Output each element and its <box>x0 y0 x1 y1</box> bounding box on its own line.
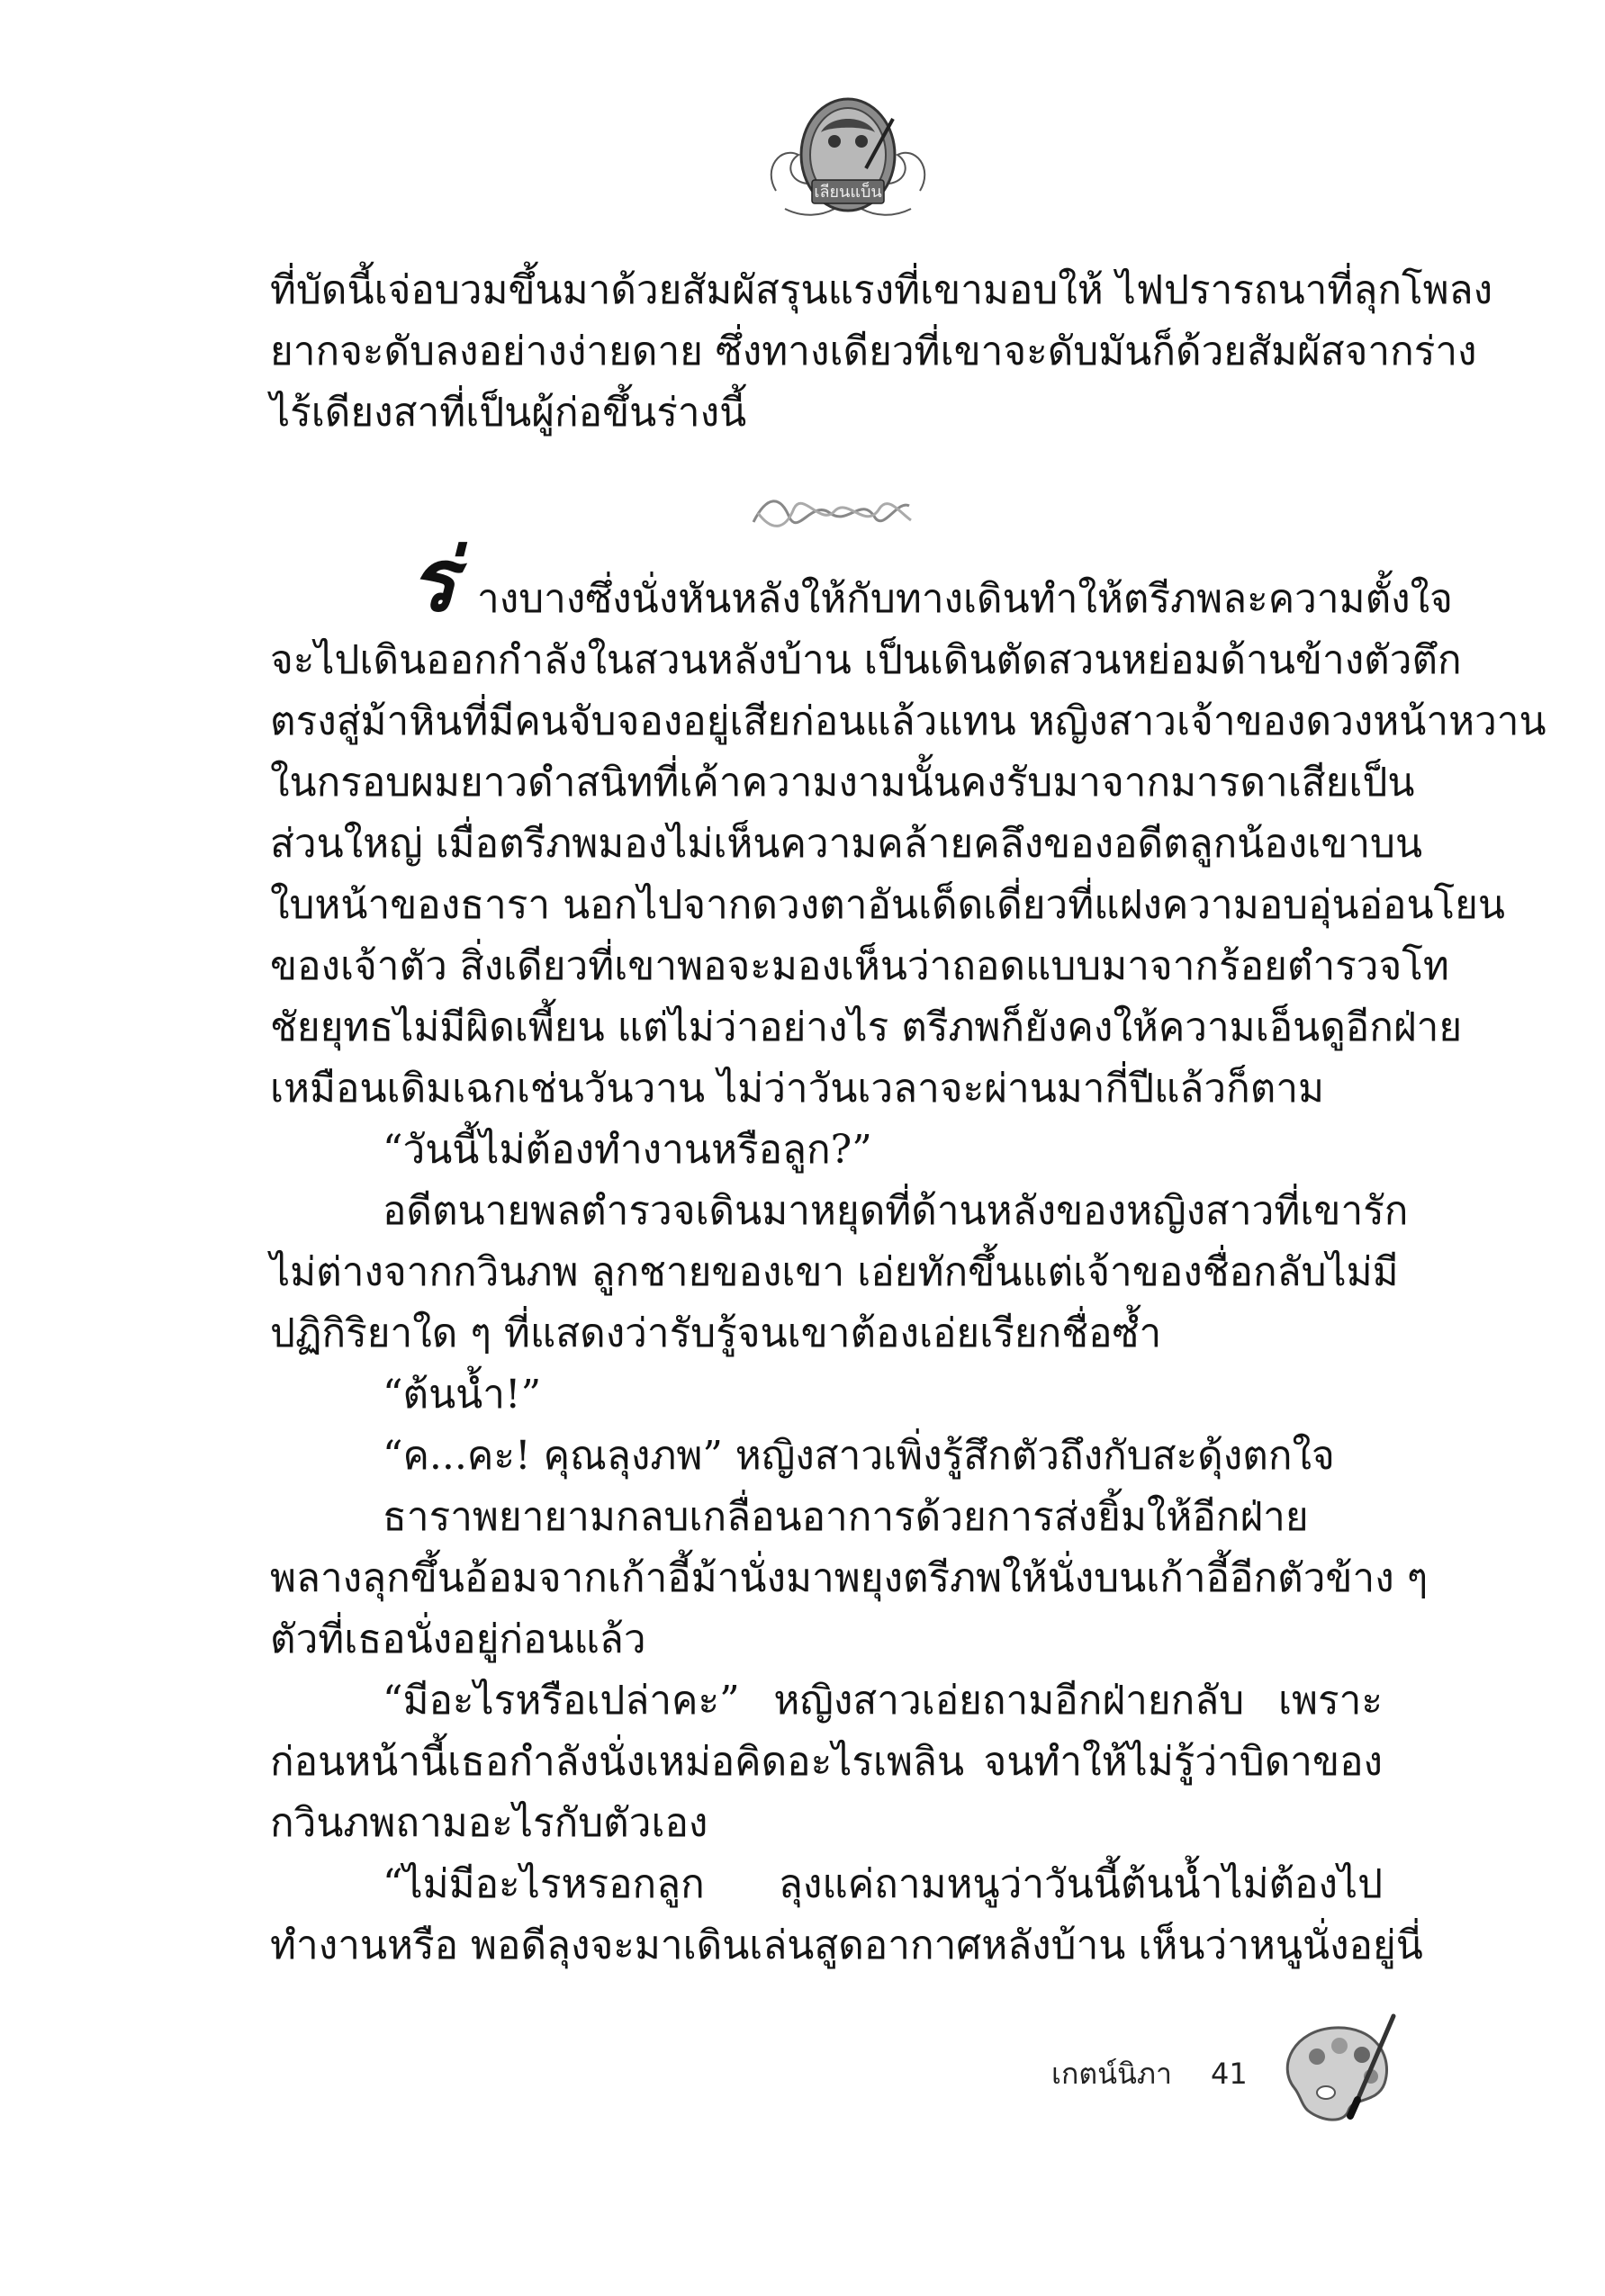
drop-cap: ร่ <box>410 529 456 631</box>
palette-icon <box>1267 2003 1402 2138</box>
text-line: ก่อนหน้านี้เธอกำลังนั่งเหม่อคิดอะไรเพลิน จนทำให้ไม่รู้ว่าบิดาของ <box>270 1739 1383 1785</box>
text-line: างบางซึ่งนั่งหันหลังให้กับทางเดินทำให้ตรีภพละความตั้งใจ <box>477 576 1453 622</box>
text-line: ตัวที่เธอนั่งอยู่ก่อนแล้ว <box>270 1616 646 1662</box>
svg-text:เลียนแบ็น: เลียนแบ็น <box>814 183 882 202</box>
text-line: “ไม่มีอะไรหรอกลูก ลุงแค่ถามหนูว่าวันนี้ต้นน้ำไม่ต้องไป <box>383 1861 1383 1907</box>
footer-author-title: เกตน์นิภา <box>1051 2057 1172 2091</box>
text-line: จะไปเดินออกกำลังในสวนหลังบ้าน เป็นเดินตัดสวนหย่อมด้านข้างตัวตึก <box>270 637 1462 683</box>
text-line: ชัยยุทธไม่มีผิดเพี้ยน แต่ไม่ว่าอย่างไร ตรีภพก็ยังคงให้ความเอ็นดูอีกฝ่าย <box>270 1004 1463 1050</box>
text-line: ในกรอบผมยาวดำสนิทที่เค้าความงามนั้นคงรับมาจากมารดาเสียเป็น <box>270 760 1415 806</box>
text-line: ของเจ้าตัว สิ่งเดียวที่เขาพอจะมองเห็นว่าถอดแบบมาจากร้อยตำรวจโท <box>270 943 1449 989</box>
text-line: กวินภพถามอะไรกับตัวเอง <box>270 1800 708 1846</box>
text-line: ตรงสู่ม้าหินที่มีคนจับจองอยู่เสียก่อนแล้วแทน หญิงสาวเจ้าของดวงหน้าหวาน <box>270 698 1546 744</box>
header-emblem-logo <box>758 83 938 236</box>
text-line: เหมือนเดิมเฉกเช่นวันวาน ไม่ว่าวันเวลาจะผ่านมากี่ปีแล้วก็ตาม <box>270 1066 1325 1112</box>
text-line: ที่บัดนี้เจ่อบวมขึ้นมาด้วยสัมผัสรุนแรงที่เขามอบให้ ไฟปรารถนาที่ลุกโพลง <box>270 267 1493 313</box>
dialog-line: “วันนี้ไม่ต้องทำงานหรือลูก?” <box>383 1127 872 1173</box>
text-line: ธาราพยายามกลบเกลื่อนอาการด้วยการส่งยิ้มให้อีกฝ่าย <box>383 1494 1309 1540</box>
text-line: ปฏิกิริยาใด ๆ ที่แสดงว่ารับรู้จนเขาต้องเอ่ยเรียกชื่อซ้ำ <box>270 1310 1162 1356</box>
section-divider-ornament <box>740 486 920 540</box>
text-line: ใบหน้าของธารา นอกไปจากดวงตาอันเด็ดเดี่ยวที่แฝงความอบอุ่นอ่อนโยน <box>270 882 1506 928</box>
text-line: ส่วนใหญ่ เมื่อตรีภพมองไม่เห็นความคล้ายคลึงของอดีตลูกน้องเขาบน <box>270 821 1423 867</box>
page-number: 41 <box>1211 2057 1248 2091</box>
dialog-line: “ต้นน้ำ!” <box>383 1372 542 1418</box>
text-line: ทำงานหรือ พอดีลุงจะมาเดินเล่นสูดอากาศหลังบ้าน เห็นว่าหนูนั่งอยู่นี่ <box>270 1922 1423 1968</box>
dialog-line: “ค...คะ! คุณลุงภพ” หญิงสาวเพิ่งรู้สึกตัวถึงกับสะดุ้งตกใจ <box>383 1433 1335 1479</box>
text-line: “มีอะไรหรือเปล่าคะ” หญิงสาวเอ่ยถามอีกฝ่ายกลับ เพราะ <box>383 1678 1383 1724</box>
text-line: ยากจะดับลงอย่างง่ายดาย ซึ่งทางเดียวที่เขาจะดับมันก็ด้วยสัมผัสจากร่าง <box>270 329 1477 374</box>
text-line: พลางลุกขึ้นอ้อมจากเก้าอี้ม้านั่งมาพยุงตรีภพให้นั่งบนเก้าอี้อีกตัวข้าง ๆ <box>270 1555 1429 1601</box>
text-line: อดีตนายพลตำรวจเดินมาหยุดที่ด้านหลังของหญิงสาวที่เขารัก <box>383 1188 1409 1234</box>
text-line: ไม่ต่างจากกวินภพ ลูกชายของเขา เอ่ยทักขึ้นแต่เจ้าของชื่อกลับไม่มี <box>270 1249 1399 1295</box>
text-line: ไร้เดียงสาที่เป็นผู้ก่อขึ้นร่างนี้ <box>270 390 747 436</box>
